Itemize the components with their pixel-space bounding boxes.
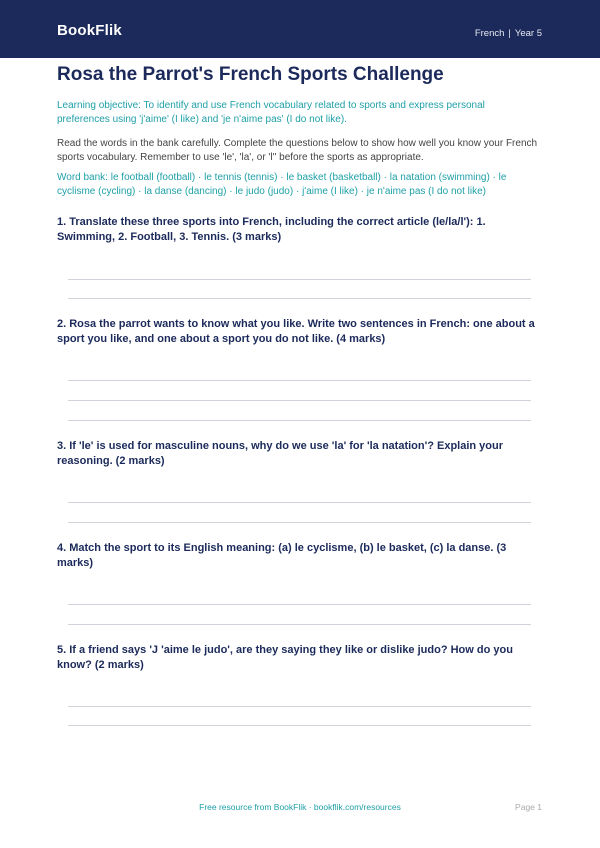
question-2: 2. Rosa the parrot wants to know what you like. Write two sentences in French: one about a sport you like, and one about a sport you do not like. (4 marks)	[57, 318, 535, 345]
question-3: 3. If 'le' is used for masculine nouns, why do we use 'la' for 'la natation'? Explain your reasoning. (2 marks)	[57, 440, 504, 467]
header-bar	[0, 0, 600, 58]
answer-line[interactable]	[68, 279, 531, 280]
meta-separator: |	[508, 28, 511, 39]
answer-line[interactable]	[68, 298, 531, 299]
answer-line[interactable]	[68, 522, 531, 523]
footer-resource-link[interactable]: Free resource from BookFlik · bookflik.com/resources	[199, 802, 401, 812]
question-4: 4. Match the sport to its English meaning: (a) le cyclisme, (b) le basket, (c) la danse. (3 marks)	[57, 542, 507, 569]
page-title: Rosa the Parrot's French Sports Challenge	[57, 64, 444, 85]
question-5: 5. If a friend says 'J 'aime le judo', are they saying they like or dislike judo? How do you know? (2 marks)	[57, 644, 513, 671]
word-bank: Word bank: le football (football) · le tennis (tennis) · le basket (basketball) · la natation (swimming) · le cyclisme (cycling) · la danse (dancing) · le judo (judo) · j'aime (I like) · je n'aime pas (I do not like)	[57, 172, 507, 197]
page-number: Page 1	[515, 802, 542, 812]
answer-line[interactable]	[68, 706, 531, 707]
brand-logo[interactable]: BookFlik	[57, 22, 122, 39]
answer-line[interactable]	[68, 400, 531, 401]
answer-line[interactable]	[68, 420, 531, 421]
answer-line[interactable]	[68, 380, 531, 381]
answer-line[interactable]	[68, 502, 531, 503]
answer-line[interactable]	[68, 604, 531, 605]
subject-label: French	[474, 28, 505, 39]
learning-objective: Learning objective: To identify and use French vocabulary related to sports and express personal preferences using 'j'aime' (I like) and 'je n'aime pas' (I do not like).	[57, 100, 485, 125]
subject-meta	[475, 28, 542, 39]
year-label: Year 5	[514, 28, 542, 39]
question-1: 1. Translate these three sports into French, including the correct article (le/la/l'): 1. Swimming, 2. Football, 3. Tennis. (3 marks)	[57, 216, 486, 243]
instructions: Read the words in the bank carefully. Complete the questions below to show how well you know your French sports vocabulary. Remember to use 'le', 'la', or 'l'' before the sports as appropriate.	[57, 138, 538, 163]
answer-line[interactable]	[68, 624, 531, 625]
answer-line[interactable]	[68, 725, 531, 726]
